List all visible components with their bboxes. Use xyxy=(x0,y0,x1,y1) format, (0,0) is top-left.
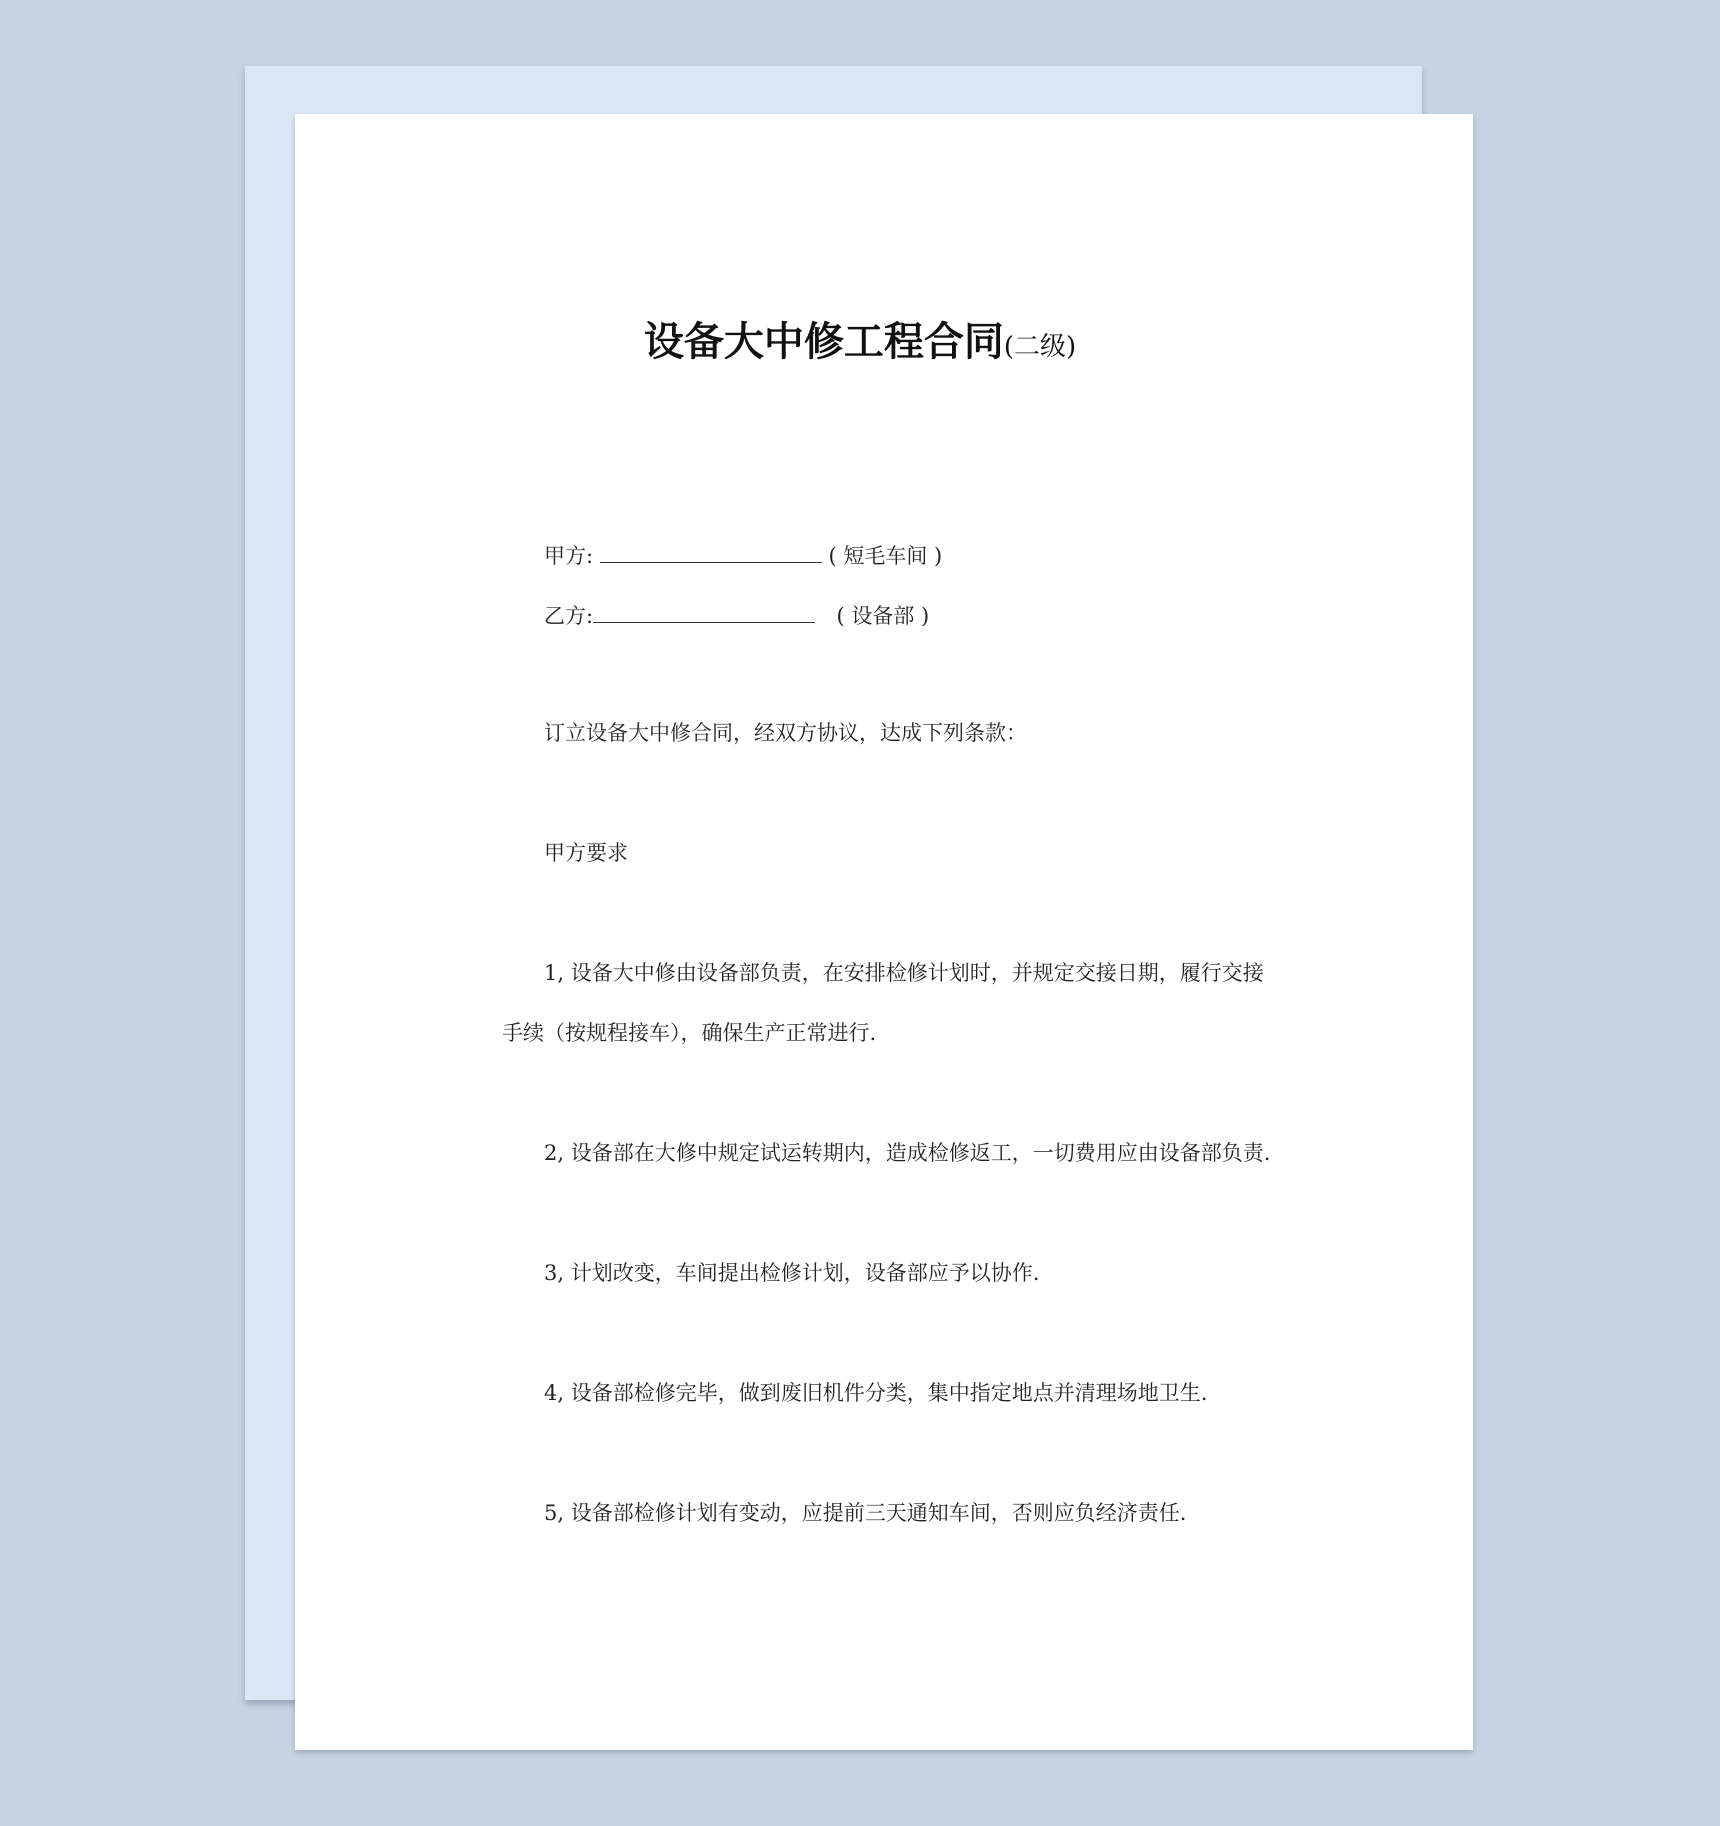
party-a-value: ( 短毛车间 ) xyxy=(828,544,943,568)
clause-1-line-2: 手续（按规程接车），确保生产正常进行. xyxy=(502,1021,877,1045)
clause-4: 4, 设备部检修完毕，做到废旧机件分类，集中指定地点并清理场地卫生. xyxy=(544,1381,1208,1405)
party-a-label: 甲方: xyxy=(544,544,594,568)
party-b-blank[interactable] xyxy=(593,600,815,623)
clause-2: 2, 设备部在大修中规定试运转期内，造成检修返工，一切费用应由设备部负责. xyxy=(544,1141,1271,1165)
party-a-blank[interactable] xyxy=(600,540,822,563)
title-sub: (二级) xyxy=(1003,332,1077,362)
intro-text: 订立设备大中修合同，经双方协议，达成下列条款： xyxy=(544,721,1027,745)
party-b-line xyxy=(544,600,929,629)
title-main: 设备大中修工程合同 xyxy=(643,319,1004,365)
party-b-label: 乙方: xyxy=(544,604,594,628)
party-b-value: ( 设备部 ) xyxy=(836,604,930,628)
section-heading: 甲方要求 xyxy=(544,841,628,865)
document-title xyxy=(0,310,1720,367)
clause-3: 3, 计划改变，车间提出检修计划，设备部应予以协作. xyxy=(544,1261,1040,1285)
clause-5: 5, 设备部检修计划有变动，应提前三天通知车间，否则应负经济责任. xyxy=(544,1501,1187,1525)
party-a-line xyxy=(544,540,942,569)
clause-1-line-1: 1, 设备大中修由设备部负责，在安排检修计划时，并规定交接日期，履行交接 xyxy=(544,961,1264,985)
